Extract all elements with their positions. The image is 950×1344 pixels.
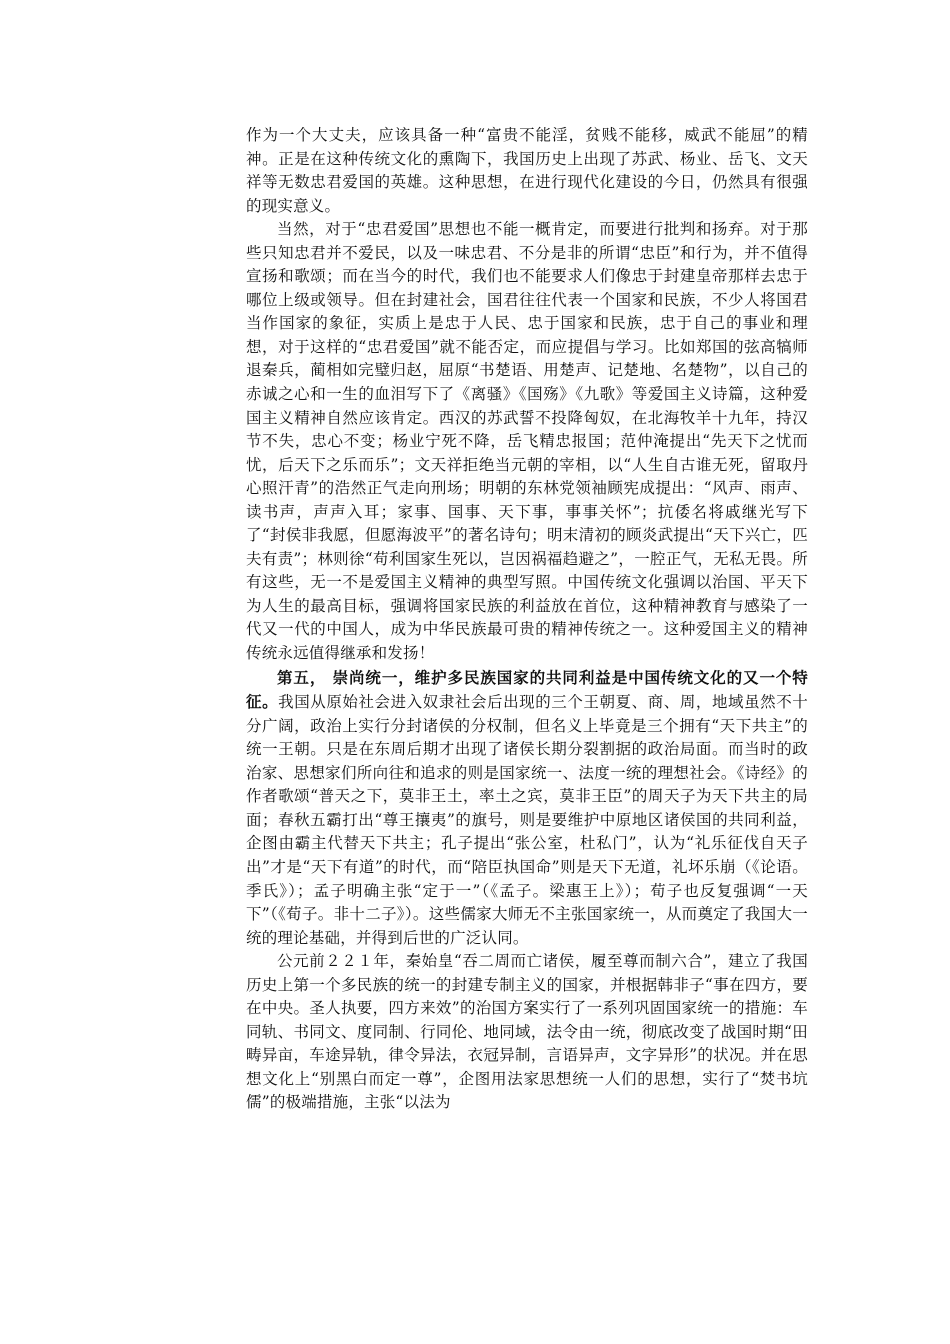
paragraph-4 bbox=[246, 950, 808, 1115]
paragraph-1 bbox=[246, 124, 808, 218]
document-page bbox=[246, 124, 808, 1115]
paragraph-3-heading: 第五， 崇尚统一，维护多民族国家的共同利益是中国传统文化的又一个特征。 bbox=[246, 667, 808, 712]
paragraph-3-text: 我国从原始社会进入奴隶社会后出现的三个王朝夏、商、周，地域虽然不十分广阔，政治上实行分封诸侯的分权制，但名义上毕竟是三个拥有“天下共主”的统一王朝。只是在东周后期才出现了诸侯长期分裂割据的政治局面。而当时的政治家、思想家们所向往和追求的则是国家统一、法度一统的理想社会。《诗经》的作者歌颂“普天之下，莫非王土，率土之宾，莫非王臣”的周天子为天下共主的局面；春秋五霸打出“尊王攘夷”的旗号，则是要维护中原地区诸侯国的共同利益，企图由霸主代替天下共主；孔子提出“张公室，杜私门”，认为“礼乐征伐自天子出”才是“天下有道”的时代，而“陪臣执国命”则是天下无道，礼坏乐崩（《论语。季氏》）；孟子明确主张“定于一”（《孟子。梁惠王上》）；荀子也反复强调“一天下”（《荀子。非十二子》）。这些儒家大师无不主张国家统一，从而奠定了我国大一统的理论基础，并得到后世的广泛认同。 bbox=[246, 693, 808, 947]
paragraph-2 bbox=[246, 218, 808, 665]
paragraph-2-text: 当然，对于“忠君爱国”思想也不能一概肯定，而要进行批判和扬弃。对于那些只知忠君并不爱民，以及一味忠君、不分是非的所谓“忠臣”和行为，并不值得宣扬和歌颂；而在当今的时代，我们也不能要求人们像忠于封建皇帝那样去忠于哪位上级或领导。但在封建社会，国君往往代表一个国家和民族，不少人将国君当作国家的象征，实质上是忠于人民、忠于国家和民族，忠于自己的事业和理想，对于这样的“忠君爱国”就不能否定，而应提倡与学习。比如郑国的弦高犒师退秦兵，蔺相如完璧归赵，屈原“书楚语、用楚声、记楚地、名楚物”，以自己的赤诚之心和一生的血泪写下了《离骚》《国殇》《九歌》等爱国主义诗篇，这种爱国主义精神自然应该肯定。西汉的苏武誓不投降匈奴，在北海牧羊十九年，持汉节不失，忠心不变；杨业宁死不降，岳飞精忠报国；范仲淹提出“先天下之忧而忧，后天下之乐而乐”；文天祥拒绝当元朝的宰相，以“人生自古谁无死，留取丹心照汗青”的浩然正气走向刑场；明朝的东林党领袖顾宪成提出：“风声、雨声、读书声，声声入耳；家事、国事、天下事，事事关怀”；抗倭名将戚继光写下了“封侯非我愿，但愿海波平”的著名诗句；明末清初的顾炎武提出“天下兴亡，匹夫有责”；林则徐“苟利国家生死以，岂因祸福趋避之”，一腔正气，无私无畏。所有这些，无一不是爱国主义精神的典型写照。中国传统文化强调以治国、平天下为人生的最高目标，强调将国家民族的利益放在首位，这种精神教育与感染了一代又一代的中国人，成为中华民族最可贵的精神传统之一。这种爱国主义的精神传统永远值得继承和发扬！ bbox=[246, 220, 808, 663]
paragraph-4-text: 公元前２２１年，秦始皇“吞二周而亡诸侯，履至尊而制六合”，建立了我国历史上第一个多民族的统一的封建专制主义的国家，并根据韩非子“事在四方，要在中央。圣人执要，四方来效”的治国方案实行了一系列巩固国家统一的措施：车同轨、书同文、度同制、行同伦、地同域，法令由一统，彻底改变了战国时期“田畴异亩，车途异轨，律令异法，衣冠异制，言语异声，文字异形”的状况。并在思想文化上“别黑白而定一尊”，企图用法家思想统一人们的思想，实行了“焚书坑儒”的极端措施，主张“以法为 bbox=[246, 952, 808, 1112]
paragraph-1-text: 作为一个大丈夫，应该具备一种“富贵不能淫，贫贱不能移，威武不能屈”的精神。正是在这种传统文化的熏陶下，我国历史上出现了苏武、杨业、岳飞、文天祥等无数忠君爱国的英雄。这种思想，在进行现代化建设的今日，仍然具有很强的现实意义。 bbox=[246, 126, 808, 215]
paragraph-3 bbox=[246, 666, 808, 951]
